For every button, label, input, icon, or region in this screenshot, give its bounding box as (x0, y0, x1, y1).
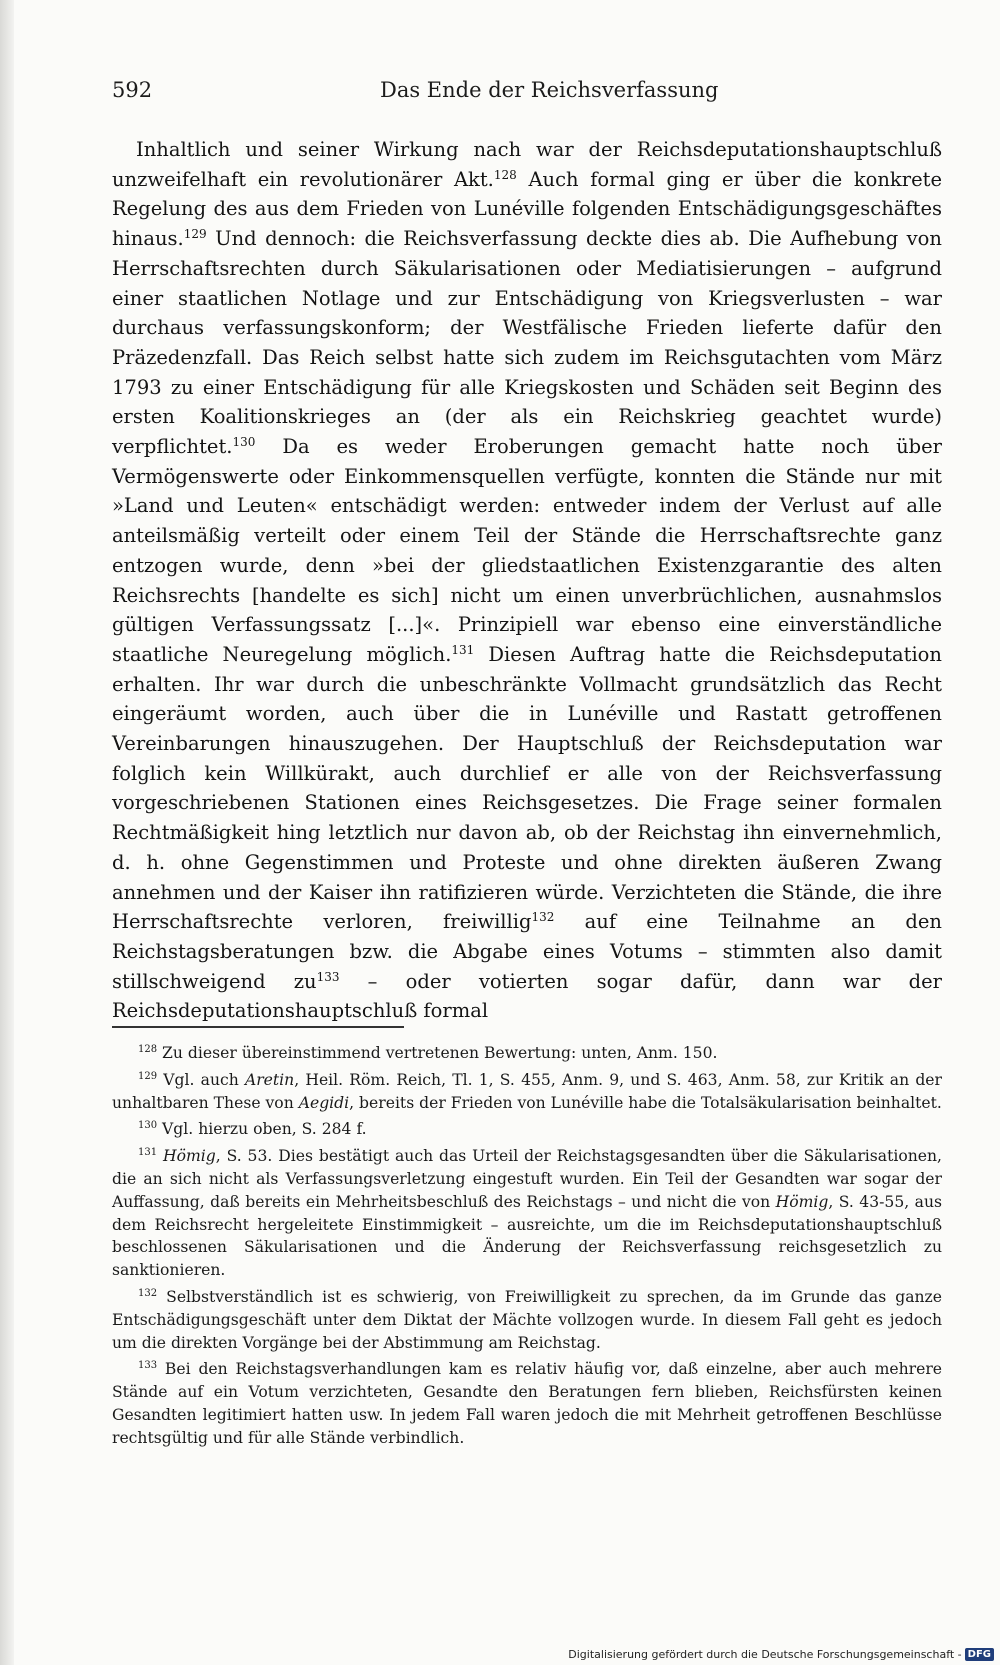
author-name: Aretin (244, 1070, 295, 1089)
text-run: Inhaltlich und seiner Wirkung nach war der Reichsdeputationshauptschluß unzweifelhaft ein revolutionärer Akt. (112, 138, 942, 191)
footnote-divider (112, 1026, 404, 1028)
footnote-text: Vgl. hierzu oben, S. 284 f. (157, 1120, 367, 1139)
scan-edge (0, 0, 14, 1665)
footnote-text: Vgl. auch (157, 1070, 245, 1089)
text-run: Da es weder Eroberungen gemacht hatte noch über Vermögenswerte oder Einkommensquellen verfügte, konnten die Stände nur mit »Land und Leuten« entschädigt werden: entweder indem der Verlust auf alle anteilsmäßig verteilt oder einem Teil der Stände die Herrschaftsrechte ganz entzogen wurde, denn »bei der gliedstaatlichen Existenzgarantie des alten Reichsrechts [handelte es sich] nicht um einen unverbrüchlichen, ausnahmslos gültigen Verfassungssatz [...]«. Prinzipiell war ebenso eine einverständliche staatliche Neuregelung möglich. (112, 435, 942, 666)
footnote-number: 130 (138, 1120, 158, 1132)
footnote-132 (112, 1286, 942, 1354)
author-name: Aegidi (298, 1093, 350, 1112)
footnote-ref-131[interactable]: 131 (451, 642, 475, 657)
text-run: Auch formal ging er über die konkrete Regelung des aus dem Frieden von Lunéville folgenden Entschädigungsgeschäftes hinaus. (112, 167, 942, 251)
author-name: Hömig (162, 1147, 216, 1166)
footnote-number: 131 (138, 1147, 158, 1159)
footnote-text: , S. 53. Dies bestätigt auch das Urteil der Reichstagsgesandten über die Säkularisationen, die an sich nicht als Verfassungsverletzung eingestuft wurden. Ein Teil der Gesandten war sogar der Auffassung, daß bereits ein Mehrheitsbeschluß des Reichstags – und nicht die von (112, 1147, 942, 1211)
footnote-129 (112, 1069, 942, 1115)
footnote-ref-133[interactable]: 133 (316, 969, 340, 984)
footnote-131 (112, 1145, 942, 1282)
digitization-credit (568, 1648, 994, 1661)
dfg-logo-icon: DFG (965, 1648, 994, 1661)
footnote-text: Selbstverständlich ist es schwierig, von Freiwilligkeit zu sprechen, da im Grunde das ganze Entschädigungsgeschäft unter dem Diktat der Mächte vollzogen wurde. In diesem Fall geht es jedoch um die direkten Vorgänge bei der Abstimmung am Reichstag. (112, 1287, 942, 1352)
footnote-ref-130[interactable]: 130 (232, 435, 256, 450)
text-run: Diesen Auftrag hatte die Reichsdeputation erhalten. Ihr war durch die unbeschränkte Vollmacht grundsätzlich das Recht eingeräumt worden, auch über die in Lunéville und Rastatt getroffenen Vereinbarungen hinauszugehen. Der Hauptschluß der Reichsdeputation war folglich kein Willkürakt, auch durchlief er alle von der Reichsverfassung vorgeschriebenen Stationen eines Reichsgesetzes. Die Frage seiner formalen Rechtmäßigkeit hing letztlich nur davon ab, ob der Reichstag ihn einvernehmlich, d. h. ohne Gegenstimmen und Proteste und ohne direkten äußeren Zwang annehmen und der Kaiser ihn ratifizieren würde. Verzichteten die Stände, die ihre Herrschaftsrechte verloren, freiwillig (112, 642, 942, 934)
footnote-130 (112, 1118, 942, 1141)
footnote-number: 132 (138, 1287, 158, 1299)
text-run: Und dennoch: die Reichsverfassung deckte dies ab. Die Aufhebung von Herrschaftsrechten durch Säkularisationen oder Mediatisierungen – aufgrund einer staatlichen Notlage und zur Entschädigung von Kriegsverlusten – war durchaus verfassungskonform; der Westfälische Frieden lieferte dafür den Präzedenzfall. Das Reich selbst hatte sich zudem im Reichsgutachten vom März 1793 zu einer Entschädigung für alle Kriegskosten und Schäden seit Beginn des ersten Koalitionskrieges an (der als ein Reichskrieg geachtet wurde) verpflichtet. (112, 227, 942, 459)
footnote-ref-132[interactable]: 132 (531, 910, 555, 925)
footnote-text: , S. 43-55, aus dem Reichsrecht hergeleitete Einstimmigkeit – ausreichte, um die im Reichsdeputationshauptschluß beschlossenen Säkularisationen und die Änderung der Reichsverfassung reichsgesetzlich zu sanktionieren. (112, 1192, 942, 1280)
running-title: Das Ende der Reichsverfassung (380, 78, 719, 102)
footnote-128 (112, 1042, 942, 1065)
footnote-number: 129 (138, 1070, 158, 1082)
footnote-text: Bei den Reichstagsverhandlungen kam es relativ häufig vor, daß einzelne, aber auch mehrere Stände auf ein Votum verzichteten, Gesandte den Beratungen fern blieben, Reichsfürsten keinen Gesandten legitimiert hatten usw. In jedem Fall waren jedoch die mit Mehrheit getroffenen Beschlüsse rechtsgültig und für alle Stände verbindlich. (112, 1360, 942, 1447)
main-text (112, 135, 942, 1026)
footnote-text: , bereits der Frieden von Lunéville habe die Totalsäkularisation beinhaltet. (349, 1093, 942, 1112)
text-run: auf eine Teilnahme an den Reichstagsberatungen bzw. die Abgabe eines Votums – stimmten also damit stillschweigend zu (112, 910, 942, 993)
text-run: – oder votierten sogar dafür, dann war der Reichsdeputationshauptschluß formal (112, 969, 943, 1023)
footnote-133 (112, 1358, 942, 1449)
author-name: Hömig (775, 1192, 829, 1211)
footnote-text: Zu dieser übereinstimmend vertretenen Bewertung: unten, Anm. 150. (157, 1044, 718, 1062)
footnotes (112, 1042, 942, 1454)
footnote-number: 128 (138, 1044, 158, 1055)
page-number: 592 (112, 78, 153, 102)
footnote-ref-128[interactable]: 128 (493, 167, 517, 182)
footnote-number: 133 (138, 1360, 158, 1372)
page-header (112, 72, 942, 112)
credit-text: Digitalisierung gefördert durch die Deutsche Forschungsgemeinschaft - (568, 1648, 962, 1661)
footnote-ref-129[interactable]: 129 (183, 227, 207, 242)
footnote-text: , Heil. Röm. Reich, Tl. 1, S. 455, Anm. 9, und S. 463, Anm. 58, zur Kritik an der unhaltbaren These von (112, 1070, 942, 1112)
main-paragraph (112, 135, 942, 1026)
